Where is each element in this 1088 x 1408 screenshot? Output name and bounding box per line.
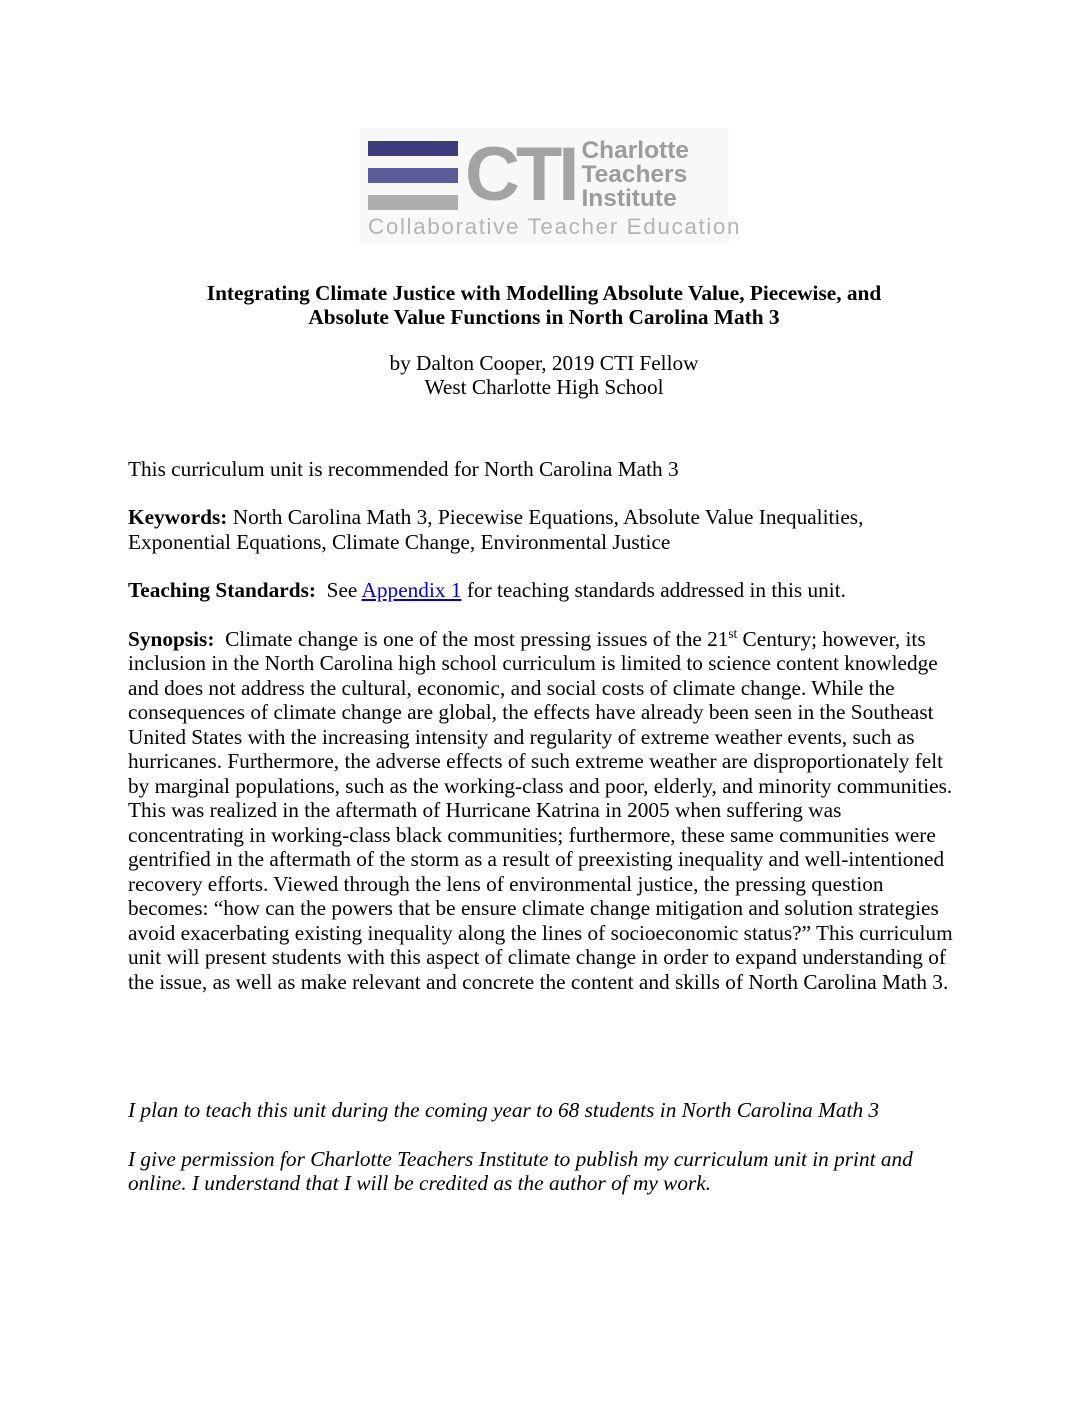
document-body — [128, 457, 960, 1196]
cti-logo — [359, 128, 742, 245]
synopsis-text-start: Climate change is one of the most pressing issues of the 21 — [214, 626, 729, 651]
logo-tagline: Collaborative Teacher Education — [368, 214, 742, 239]
document-title — [0, 281, 1088, 330]
teaching-standards-paragraph — [128, 578, 960, 602]
byline-author: by Dalton Cooper, 2019 CTI Fellow — [389, 350, 699, 375]
recommendation-text: This curriculum unit is recommended for North Carolina Math 3 — [128, 456, 679, 481]
logo-organization-name — [581, 139, 689, 211]
logo-bar-middle — [368, 168, 458, 183]
logo-top-row — [368, 132, 720, 218]
teach-statement: I plan to teach this unit during the coming year to 68 students in North Carolina Math 3 — [128, 1098, 880, 1123]
keywords-paragraph — [128, 505, 960, 554]
byline — [0, 351, 1088, 400]
ordinal-superscript: st — [728, 625, 738, 641]
logo-name-line-3: Institute — [581, 185, 677, 212]
permission-statement: I give permission for Charlotte Teachers Institute to publish my curriculum unit in print and online. I understand that I will be credited as the author of my work. — [128, 1146, 913, 1195]
logo-acronym: CTI — [465, 132, 576, 218]
teaching-standards-post-text: for teaching standards addressed in this unit. — [461, 578, 846, 603]
keywords-label: Keywords: — [128, 505, 228, 530]
logo-bars-icon — [368, 141, 458, 210]
logo-name-line-2: Teachers — [581, 161, 688, 188]
synopsis-paragraph — [128, 627, 960, 994]
keywords-text: North Carolina Math 3, Piecewise Equations, Absolute Value Inequalities, Exponential Equations, Climate Change, Environmental Justice — [128, 505, 864, 554]
synopsis-text-rest: Century; however, its inclusion in the North Carolina high school curriculum is limited to science content knowledge and does not address the cultural, economic, and social costs of climate change. While the consequences of climate change are global, the effects have already been seen in the Southeast United States with the increasing intensity and regularity of extreme weather events, such as hurricanes. Furthermore, the adverse effects of such extreme weather are disproportionately felt by marginal populations, such as the working-class and poor, elderly, and minority communities. This was realized in the aftermath of Hurricane Katrina in 2005 when suffering was concentrating in working-class black communities; furthermore, these same communities were gentrified in the aftermath of the storm as a result of preexisting inequality and well-intentioned recovery efforts. Viewed through the lens of environmental justice, the pressing question becomes: “how can the powers that be ensure climate change mitigation and solution strategies avoid exacerbating existing inequality along the lines of socioeconomic status?” This curriculum unit will present students with this aspect of climate change in order to expand understanding of the issue, as well as make relevant and concrete the content and skills of North Carolina Math 3. — [128, 626, 953, 994]
teaching-standards-pre-text: See — [315, 578, 362, 603]
logo-name-line-1: Charlotte — [581, 137, 689, 164]
document-title-line-1: Integrating Climate Justice with Modelling Absolute Value, Piecewise, and — [206, 280, 882, 305]
logo-bar-bottom — [368, 195, 458, 210]
teaching-standards-label: Teaching Standards: — [128, 578, 316, 603]
byline-school: West Charlotte High School — [424, 375, 664, 400]
synopsis-label: Synopsis: — [128, 626, 215, 651]
appendix-1-link[interactable]: Appendix 1 — [361, 578, 462, 603]
logo-bar-top — [368, 141, 458, 156]
document-title-line-2: Absolute Value Functions in North Carolina Math 3 — [308, 305, 780, 330]
